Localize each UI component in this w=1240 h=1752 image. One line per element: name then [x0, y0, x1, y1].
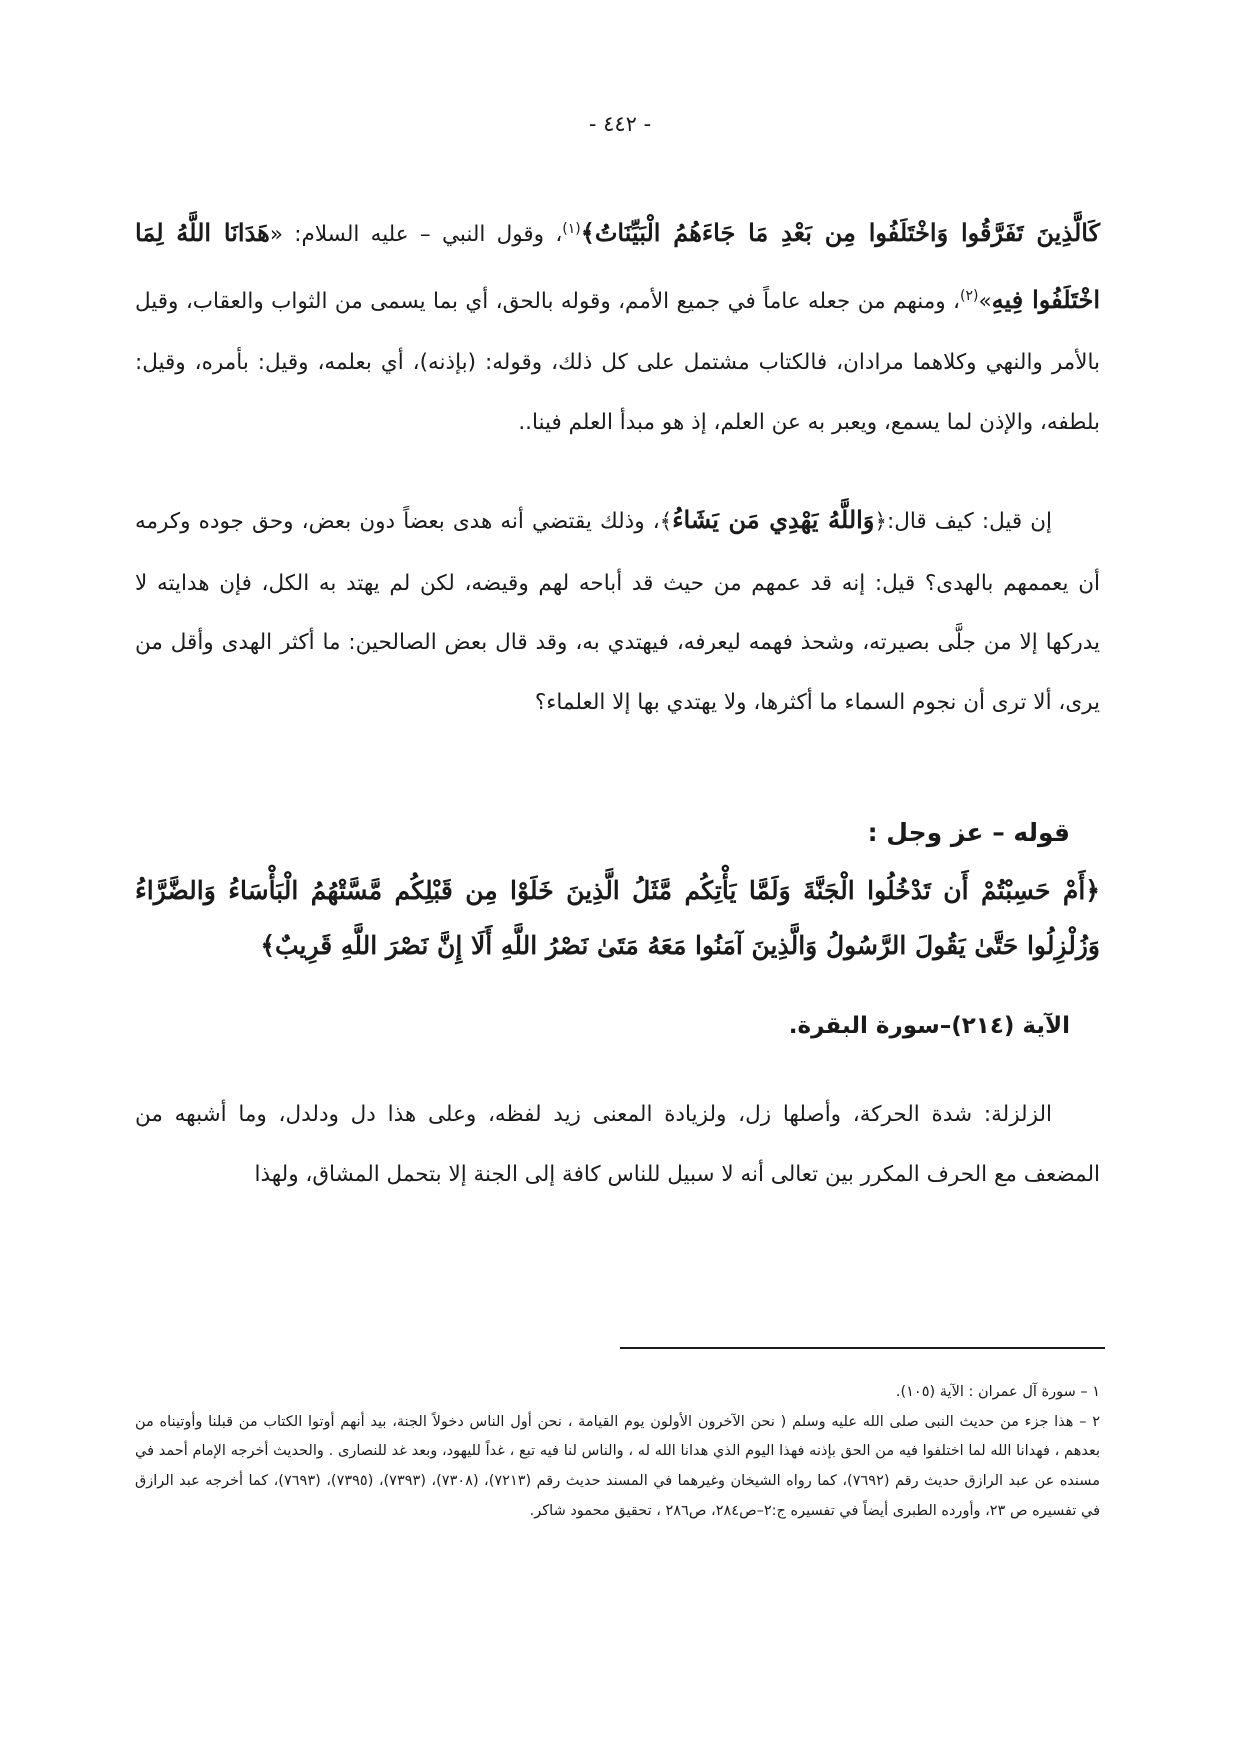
hadith-quote: هَدَانَا اللَّهُ لِمَا اخْتَلَفُوا فِيهِ	[135, 218, 1100, 314]
quran-verse-block: ﴿أَمْ حَسِبْتُمْ أَن تَدْخُلُوا الْجَنَّةَ وَلَمَّا يَأْتِكُم مَّثَلُ الَّذِينَ خَلَوْا مِن قَبْلِكُم مَّسَّتْهُمُ الْبَأْسَاءُ وَالضَّرَّاءُ وَزُلْزِلُوا حَتَّىٰ يَقُولَ الرَّسُولُ وَالَّذِينَ آمَنُوا مَعَهُ مَتَىٰ نَصْرُ اللَّهِ أَلَا إِنَّ نَصْرَ اللَّهِ قَرِيبٌ﴾	[135, 876, 1100, 960]
paragraph-2	[135, 487, 1100, 733]
paragraph-text: ، وقول النبي – عليه السلام: «	[269, 222, 563, 247]
paragraph-text: إن قيل: كيف قال:﴿	[874, 509, 1053, 534]
footnote-mark: (١)	[562, 220, 581, 237]
quran-verse-inline: وَاللَّهُ يَهْدِي مَن يَشَاءُ	[672, 505, 875, 534]
quran-bracket: ﴾	[580, 218, 595, 247]
section-heading: قوله – عز وجل :	[867, 818, 1070, 847]
footnote-divider	[620, 1347, 1105, 1349]
paragraph-1	[135, 200, 1100, 453]
verse-reference: الآية (٢١٤)–سورة البقرة.	[788, 1013, 1070, 1039]
paragraph-3: الزلزلة: شدة الحركة، وأصلها زل، ولزيادة المعنى زيد لفظه، وعلى هذا دل ودلدل، وما أشبهه من المضعف مع الحرف المكرر بين تعالى أنه لا سبيل للناس كافة إلى الجنة إلا بتحمل المشاق، ولهذا	[135, 1102, 1100, 1187]
footnote-mark: (٢)	[959, 287, 979, 304]
footnotes	[135, 1378, 1100, 1527]
footnote-item: ١ – سورة آل عمران : الآية (١٠٥).	[895, 1384, 1100, 1400]
paragraph-text: »	[978, 288, 992, 314]
paragraph-text: ، ومنهم من جعله عاماً في جميع الأمم، وقوله بالحق، أي بما يسمى من الثواب والعقاب، وقيل بالأمر والنهي وكلاهما مرادان، فالكتاب مشتمل على كل ذلك، وقوله: (بإذنه)، أي بعلمه، وقيل: بأمره، وقيل: بلطفه، والإذن لما يسمع، ويعبر به عن العلم، إذ هو مبدأ العلم فينا..	[135, 288, 1100, 436]
footnote-item: ٢ – هذا جزء من حديث النبى صلى الله عليه وسلم ( نحن الآخرون الأولون يوم القيامة ، نحن أول الناس دخولاً الجنة، بيد أنهم أوتوا الكتاب من قبلنا وأوتيناه من بعدهم ، فهدانا الله لما اختلفوا فيه من الحق بإذنه فهذا اليوم الذي هدانا الله له ، والناس لنا فيه تبع ، غداً لليهود، وبعد غد للنصارى . والحديث أخرجه الإمام أحمد في مسنده عن عبد الرازق حديث رقم (٧٦٩٢)، كما رواه الشيخان وغيرهما في المسند حديث رقم (٧٢١٣)، (٧٣٠٨)، (٧٣٩٣)، (٧٣٩٥)، (٧٦٩٣)، كما أخرجه عبد الرازق في تفسيره ص ٢٣، وأورده الطبرى أيضاً في تفسيره ج:٢–ص٢٨٤، ص٢٨٦ ، تحقيق محمود شاكر.	[135, 1413, 1101, 1519]
quran-verse-inline: كَالَّذِينَ تَفَرَّقُوا وَاخْتَلَفُوا مِن بَعْدِ مَا جَاءَهُمُ الْبَيِّنَاتُ	[594, 218, 1100, 247]
paragraph-text: ﴾، وذلك يقتضي أنه هدى بعضاً دون بعض، وحق جوده وكرمه أن يعممهم بالهدى؟ قيل: إنه قد عمهم من حيث قد أباحه لهم وقيضه، لكن لم يهتد به الكل، فإن هدايته لا يدركها إلا من جلَّى بصيرته، وشحذ فهمه ليعرفه، فيهتدي به، وقد قال بعض الصالحين: ما أكثر الهدى وأقل من يرى، ألا ترى أن نجوم السماء ما أكثرها، ولا يهتدي بها إلا العلماء؟	[135, 509, 1100, 716]
page-number: - ٤٤٢ -	[588, 112, 652, 136]
